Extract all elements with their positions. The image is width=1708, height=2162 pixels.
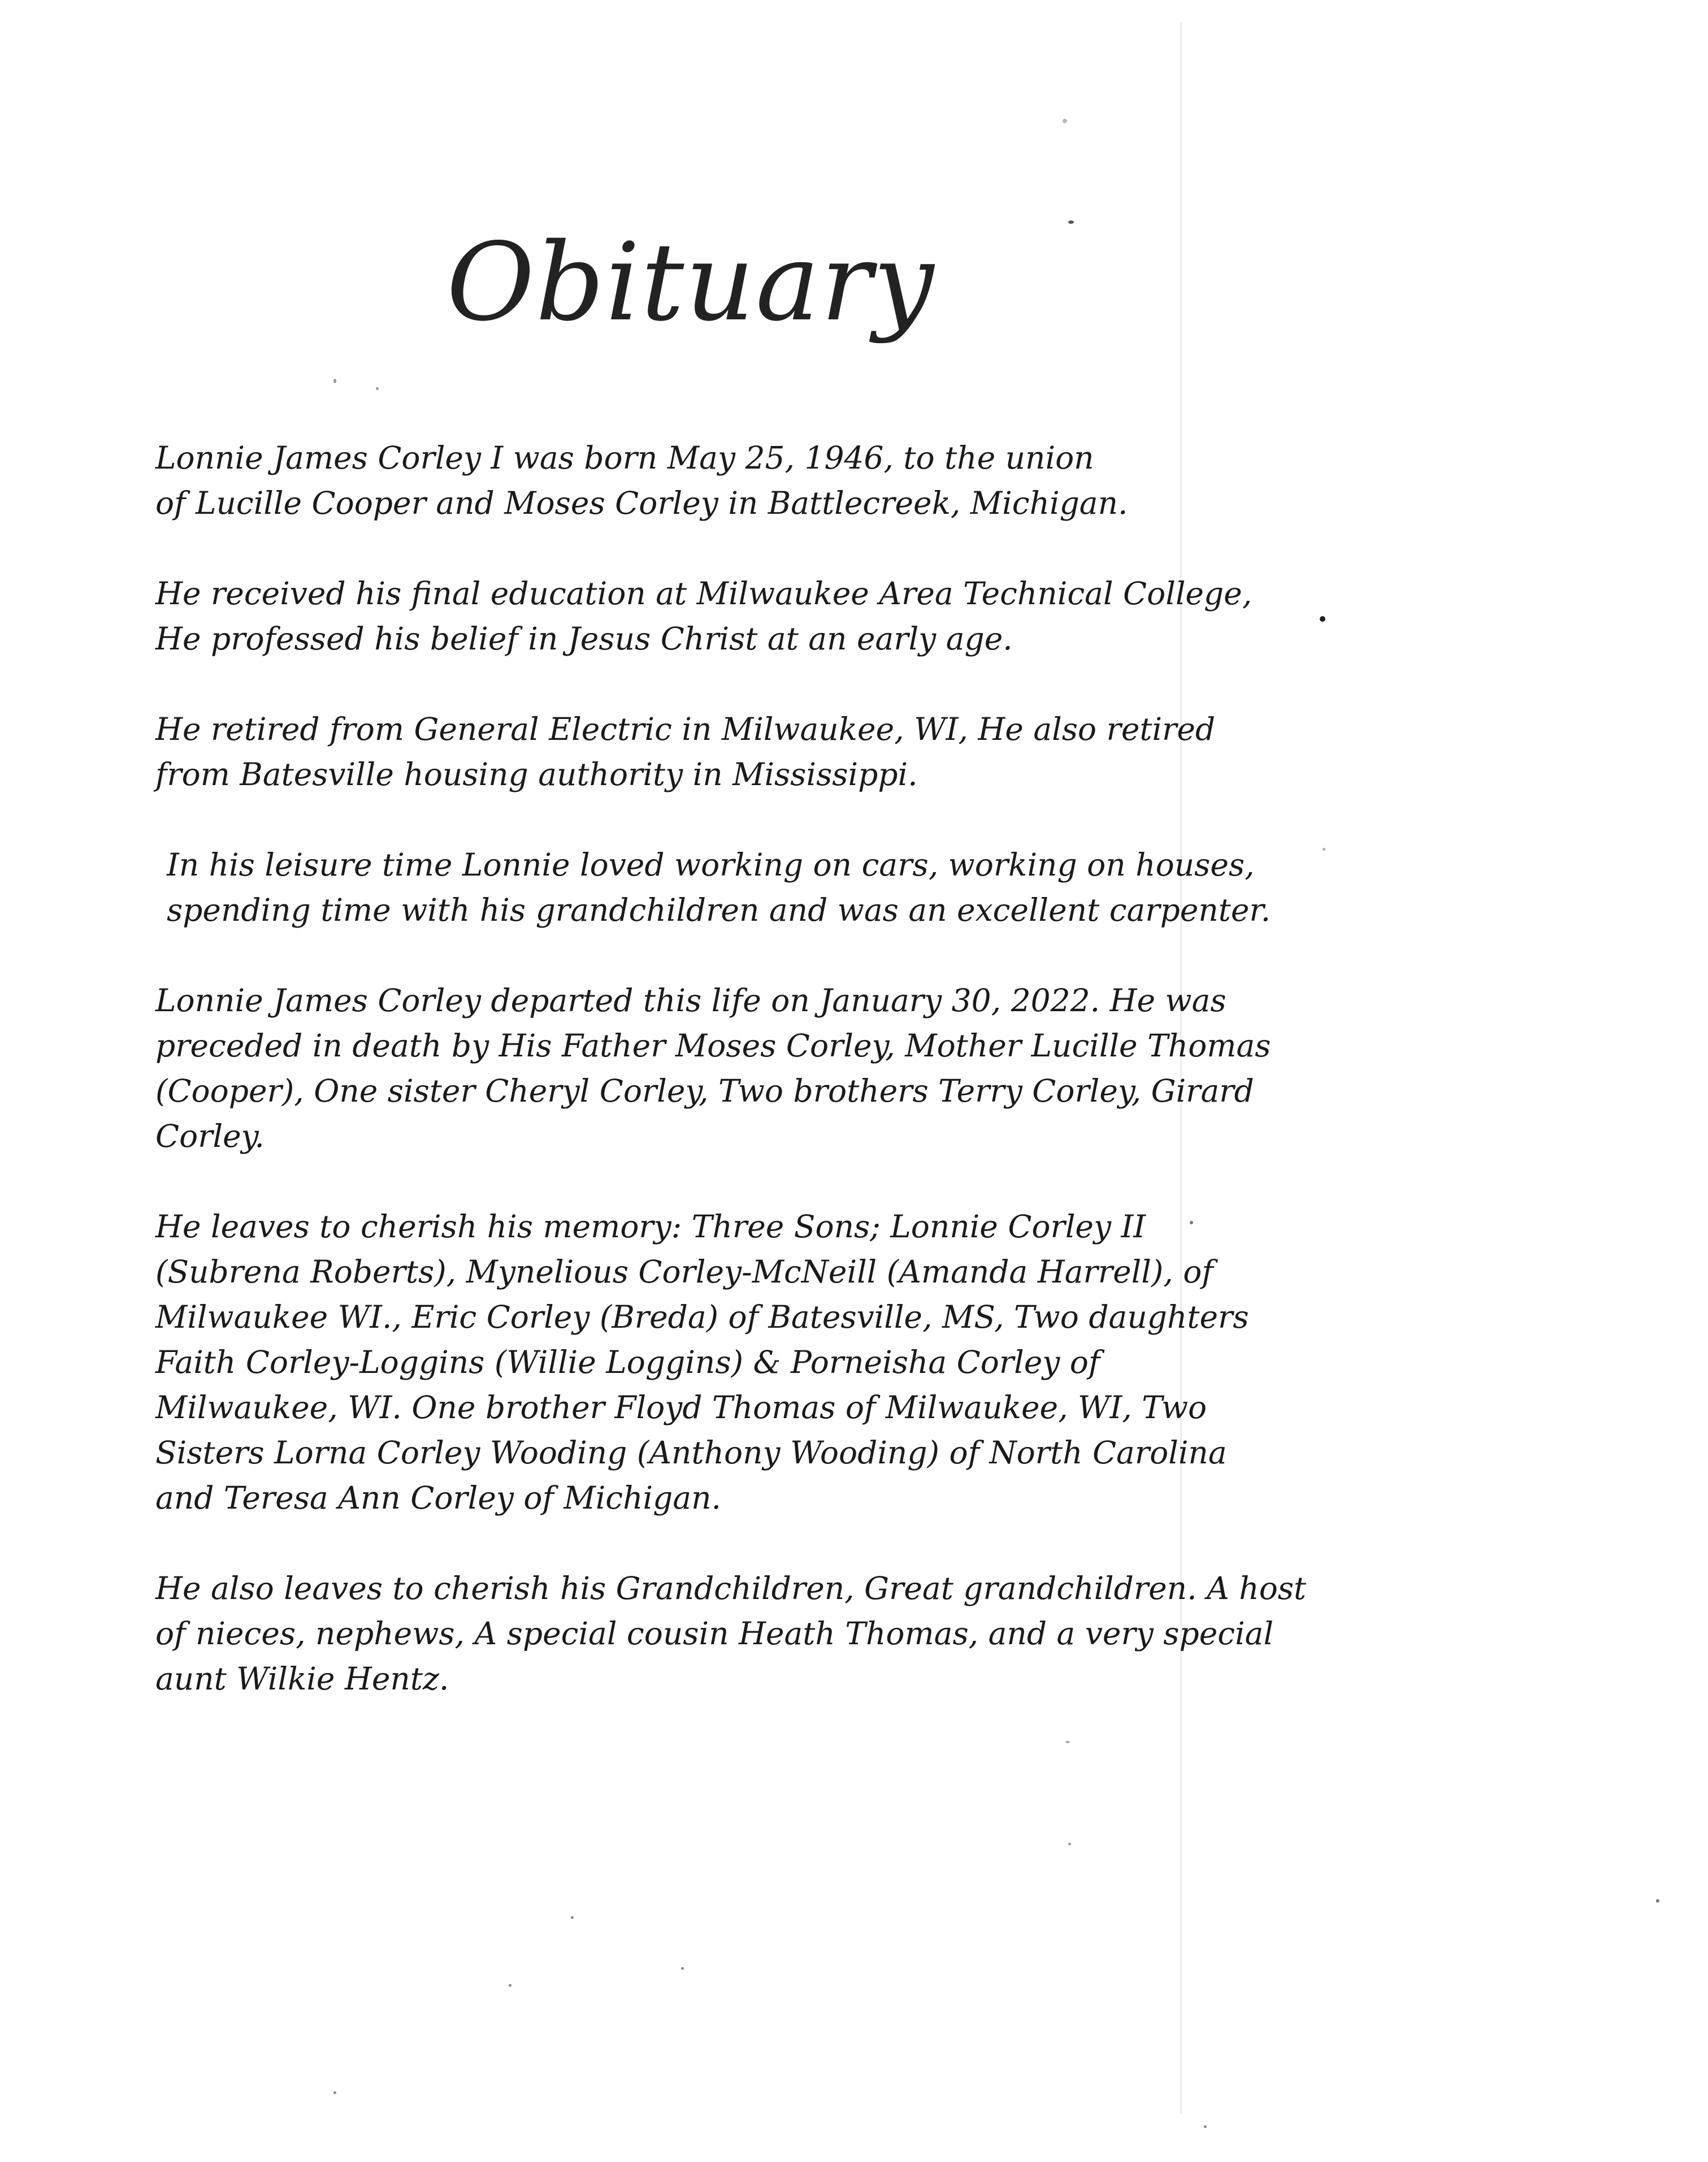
- scan-speck: [681, 1967, 684, 1970]
- text-line: Faith Corley-Loggins (Willie Loggins) & Porneisha Corley of: [155, 1344, 1100, 1380]
- scan-speck: [1204, 2125, 1207, 2128]
- paragraph-extended-family: [155, 1566, 1307, 1701]
- scan-speck: [1656, 1899, 1659, 1903]
- text-line: He retired from General Electric in Milwaukee, WI, He also retired: [155, 711, 1216, 747]
- text-line: (Cooper), One sister Cheryl Corley, Two brothers Terry Corley, Girard: [155, 1073, 1254, 1109]
- scan-speck: [509, 1984, 511, 1987]
- paragraph-birth: [155, 435, 1184, 526]
- text-line: Sisters Lorna Corley Wooding (Anthony Wooding) of North Carolina: [155, 1435, 1227, 1471]
- page-title: Obituary: [446, 220, 935, 345]
- text-line: Milwaukee WI., Eric Corley (Breda) of Batesville, MS, Two daughters: [155, 1299, 1249, 1335]
- text-line: aunt Wilkie Hentz.: [155, 1661, 449, 1697]
- paragraph-career: [155, 707, 1216, 797]
- paragraph-survivors: [155, 1204, 1249, 1520]
- scan-speck: [1065, 1741, 1070, 1743]
- scan-speck: [333, 2091, 336, 2094]
- paragraph-education: [155, 571, 1252, 661]
- scan-speck: [1068, 1843, 1071, 1845]
- text-line: (Subrena Roberts), Mynelious Corley-McNeill (Amanda Harrell), of: [155, 1254, 1213, 1290]
- text-line: He received his final education at Milwaukee Area Technical College,: [155, 575, 1252, 612]
- text-line: He leaves to cherish his memory: Three Sons; Lonnie Corley II: [155, 1208, 1146, 1245]
- paragraph-leisure: [155, 842, 1271, 933]
- text-line: preceded in death by His Father Moses Corley, Mother Lucille Thomas: [155, 1028, 1271, 1064]
- scan-speck: [1190, 1221, 1193, 1224]
- scan-speck: [1320, 616, 1325, 622]
- text-line: spending time with his grandchildren and was an excellent carpenter.: [167, 892, 1271, 928]
- text-line: He professed his belief in Jesus Christ at an early age.: [155, 621, 1013, 657]
- scan-speck: [1068, 220, 1074, 224]
- text-line: and Teresa Ann Corley of Michigan.: [155, 1480, 722, 1516]
- text-line: Lonnie James Corley departed this life on January 30, 2022. He was: [155, 982, 1226, 1019]
- text-line: from Batesville housing authority in Mississippi.: [155, 756, 918, 792]
- text-line: He also leaves to cherish his Grandchildren, Great grandchildren. A host: [155, 1570, 1307, 1606]
- text-line: In his leisure time Lonnie loved working on cars, working on houses,: [167, 847, 1255, 883]
- obituary-body: [155, 435, 1307, 1747]
- paragraph-departure: [155, 978, 1271, 1159]
- scan-speck: [571, 1916, 574, 1919]
- text-line: Corley.: [155, 1118, 265, 1154]
- text-line: Milwaukee, WI. One brother Floyd Thomas of Milwaukee, WI, Two: [155, 1389, 1207, 1426]
- scan-speck: [1323, 848, 1325, 851]
- text-line: Lonnie James Corley I was born May 25, 1946, to the union: [155, 440, 1094, 476]
- text-line: of Lucille Cooper and Moses Corley in Battlecreek, Michigan.: [155, 485, 1128, 521]
- text-line: of nieces, nephews, A special cousin Heath Thomas, and a very special: [155, 1615, 1274, 1652]
- scan-speck: [376, 387, 379, 390]
- scan-speck: [1063, 119, 1067, 123]
- scan-speck: [333, 379, 336, 383]
